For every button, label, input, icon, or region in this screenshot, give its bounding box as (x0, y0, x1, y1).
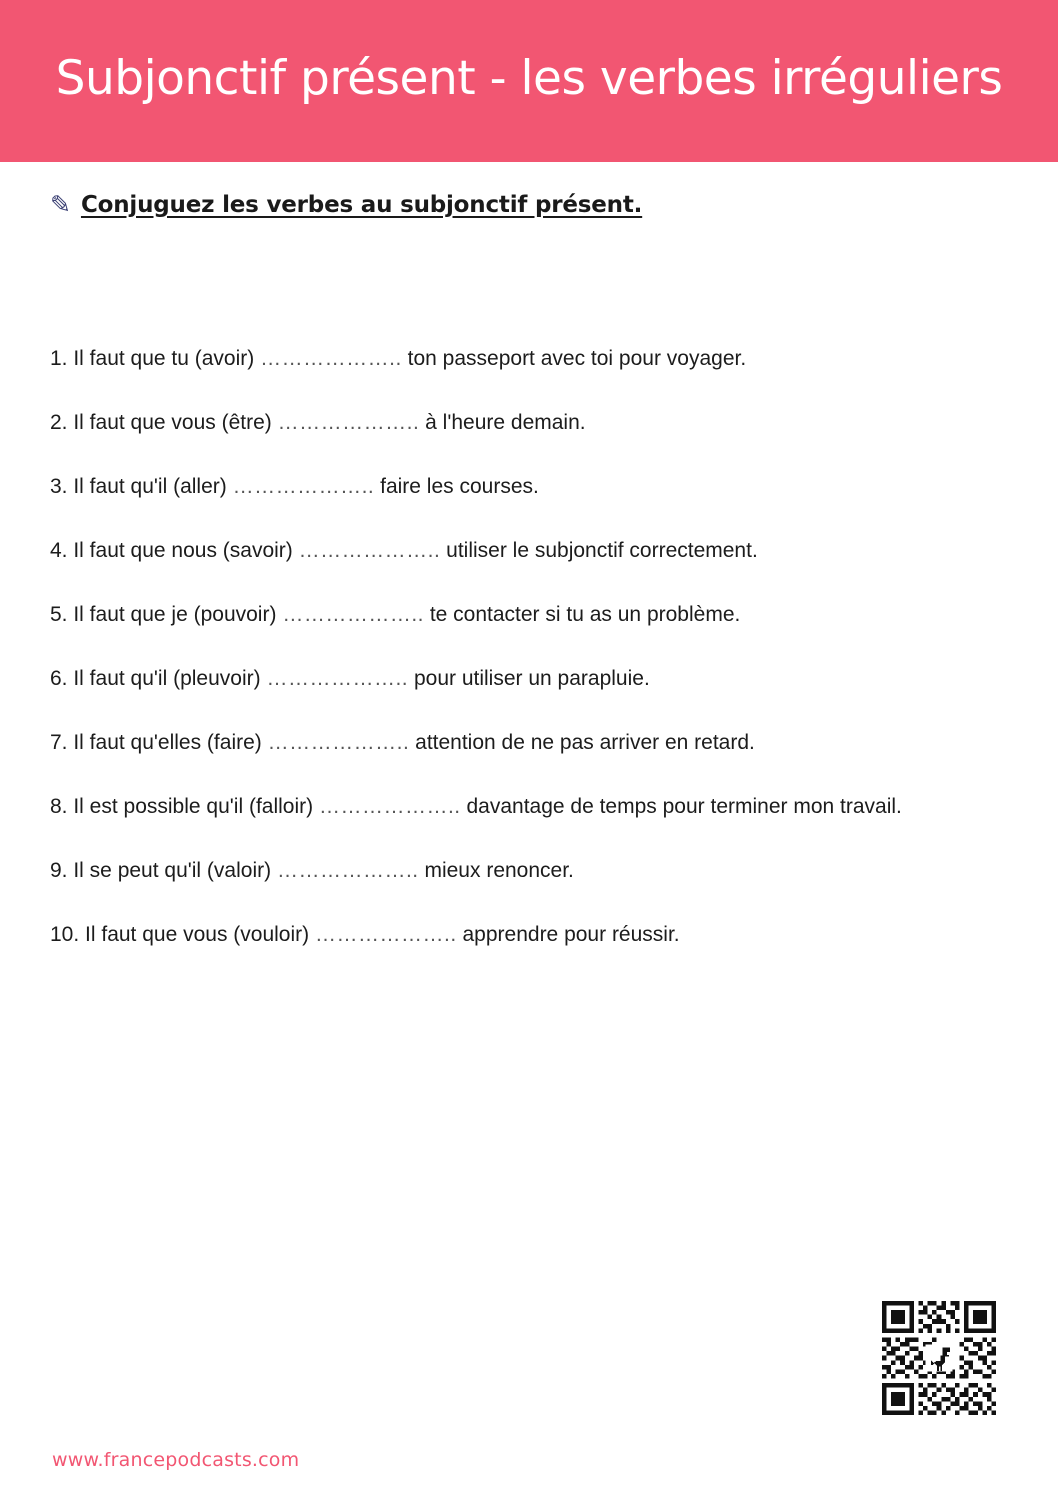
exercise-rest: faire les courses. (380, 475, 539, 498)
answer-blank[interactable]: ……………….. (260, 347, 402, 370)
exercise-item (50, 473, 1010, 537)
qr-code-icon[interactable] (882, 1301, 996, 1415)
website-url[interactable]: www.francepodcasts.com (52, 1449, 300, 1471)
exercise-item (50, 601, 1010, 665)
exercise-rest: te contacter si tu as un problème. (429, 603, 741, 626)
exercise-item (50, 921, 1010, 985)
exercise-item (50, 729, 1010, 793)
exercise-rest: utiliser le subjonctif correctement. (446, 539, 758, 562)
pencil-icon: ✎ (50, 190, 71, 219)
exercise-prompt: 9. Il se peut qu'il (valoir) (50, 859, 272, 882)
answer-blank[interactable]: ……………….. (318, 795, 461, 818)
exercise-item (50, 793, 1010, 857)
answer-blank[interactable]: ……………….. (276, 859, 419, 882)
exercise-rest: attention de ne pas arriver en retard. (415, 731, 755, 754)
exercise-prompt: 10. Il faut que vous (vouloir) (50, 923, 310, 946)
title-banner (0, 0, 1058, 162)
exercise-list (50, 345, 1010, 985)
exercise-prompt: 3. Il faut qu'il (aller) (50, 475, 227, 498)
exercise-item (50, 665, 1010, 729)
exercise-prompt: 6. Il faut qu'il (pleuvoir) (50, 667, 261, 690)
answer-blank[interactable]: ……………….. (282, 603, 424, 626)
exercise-prompt: 8. Il est possible qu'il (falloir) (50, 795, 314, 818)
instruction (50, 190, 642, 219)
answer-blank[interactable]: ……………….. (267, 731, 410, 754)
exercise-rest: davantage de temps pour terminer mon travail. (466, 795, 902, 818)
exercise-rest: à l'heure demain. (425, 411, 586, 434)
answer-blank[interactable]: ……………….. (298, 539, 441, 562)
exercise-prompt: 5. Il faut que je (pouvoir) (50, 603, 277, 626)
instruction-text: Conjuguez les verbes au subjonctif présent. (80, 191, 643, 218)
exercise-item (50, 409, 1010, 473)
answer-blank[interactable]: ……………….. (266, 667, 409, 690)
exercise-item (50, 345, 1010, 409)
exercise-rest: ton passeport avec toi pour voyager. (407, 347, 747, 370)
exercise-prompt: 4. Il faut que nous (savoir) (50, 539, 293, 562)
exercise-prompt: 2. Il faut que vous (être) (50, 411, 272, 434)
page-title: Subjonctif présent - les verbes irréguliers (55, 50, 1003, 106)
exercise-item (50, 537, 1010, 601)
exercise-rest: pour utiliser un parapluie. (413, 667, 650, 690)
exercise-item (50, 857, 1010, 921)
answer-blank[interactable]: ……………….. (314, 923, 457, 946)
exercise-prompt: 7. Il faut qu'elles (faire) (50, 731, 262, 754)
exercise-rest: apprendre pour réussir. (462, 923, 680, 946)
exercise-prompt: 1. Il faut que tu (avoir) (50, 347, 255, 370)
answer-blank[interactable]: ……………….. (277, 411, 420, 434)
answer-blank[interactable]: ……………….. (232, 475, 375, 498)
exercise-rest: mieux renoncer. (424, 859, 574, 882)
